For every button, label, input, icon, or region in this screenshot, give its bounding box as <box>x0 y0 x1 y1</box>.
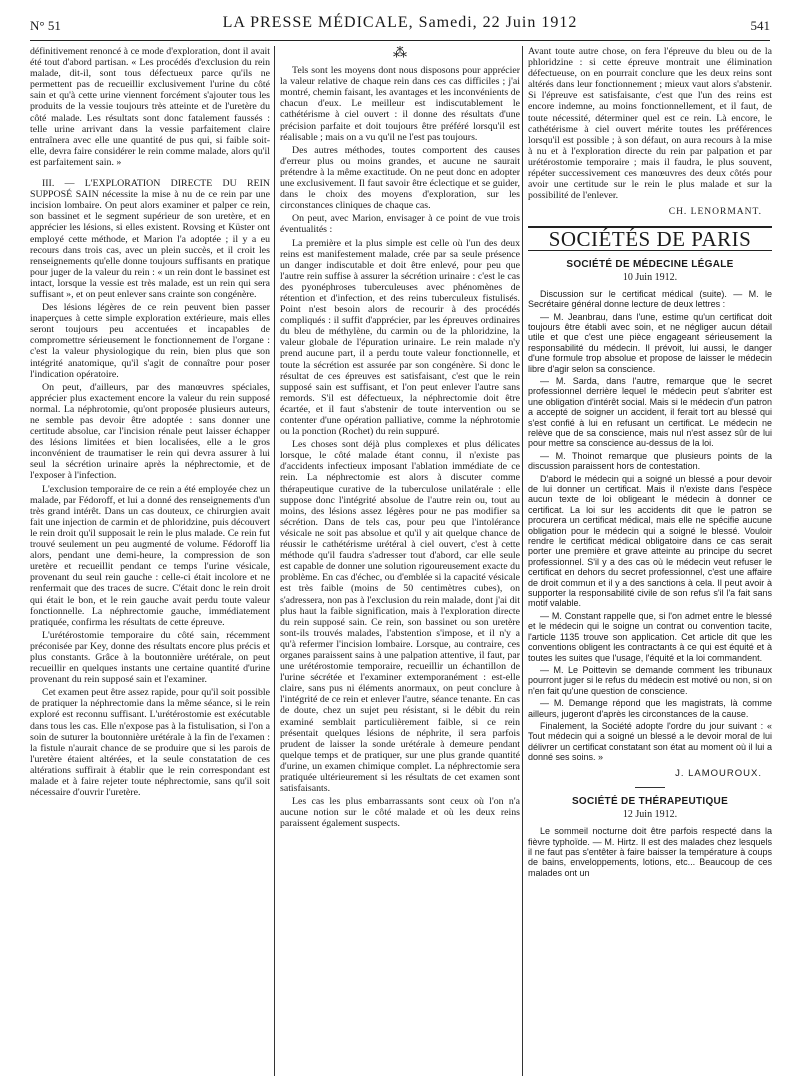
report-signature: J. LAMOUROUX. <box>675 767 762 779</box>
paragraph: On peut, avec Marion, envisager à ce point de vue trois éventualités : <box>280 213 520 236</box>
paragraph: Discussion sur le certificat médical (suite). — M. le Secrétaire général donne lecture de deux lettres : <box>528 288 772 310</box>
divider <box>635 787 665 788</box>
paragraph: Des lésions légères de ce rein peuvent bien passer inaperçues à cette simple exploration extérieure, mais elles seront toujours peu accentuées et incapables de compromettre sérieusement le fonctionnement de l'organe : c'est la valeur physiologique du rein, bien plus que son intégrité anatomique, qu'il s'agit de connaître pour poser l'indication opératoire. <box>30 302 270 380</box>
paragraph: Avant toute autre chose, on fera l'épreuve du bleu ou de la phloridzine : si cette épreuve montrait une élimination défectueuse, on en pourrait conclure que les deux reins sont altérés dans leur fonctionnement ; mieux vaut alors s'abstenir. Si l'épreuve est satisfaisante, c'est que l'un des reins est encore indemne, au moins fonctionnellement, et il faut, de toute nécessité, déterminer quel est ce rein. Là encore, le cathétérisme à ciel ouvert mérite toutes les préférences lorsqu'il est possible ; à son défaut, on aura recours à la mise à nu et à l'exploration directe du rein par palpation et par urétérostomie temporaire ; mais il faudra, le plus souvent, répéter successivement ces manœuvres des deux côtés pour avoir une certitude sur le rein le plus malade et sur la possibilité de l'enlever. <box>528 46 772 202</box>
paragraph: Tels sont les moyens dont nous disposons pour apprécier la valeur relative de chaque rein dans ces cas difficiles ; j'ai montré, chemin faisant, les avantages et les inconvénients de chacun d'eux. Le meilleur est indiscutablement le cathétérisme à ciel ouvert : il donne des résultats d'une précision parfaite et doit toujours être préféré lorsqu'il est réalisable ; mais on a vu qu'il ne l'est pas toujours. <box>280 65 520 143</box>
section-title: SOCIÉTÉS DE PARIS <box>528 226 772 250</box>
page-header <box>30 14 770 36</box>
journal-title: LA PRESSE MÉDICALE, Samedi, 22 Juin 1912 <box>222 14 578 31</box>
paragraph: définitivement renoncé à ce mode d'exploration, dont il avait été tout d'abord partisan. « Les procédés d'exclusion du rein malade, dit-il, sont tous défectueux parce qu'ils ne permettent pas de recueillir exclusivement l'urine du côté sain et qu'à cette urine viennent forcément s'ajouter tous les produits de la vessie toujours très atteinte et de l'uretère du côté malade. Les résultats sont donc fatalement faussés : telle urine arrivant dans la vessie parfaitement claire entraînera avec elle une quantité de pus qui, si faible soit-elle, devra faire considérer le rein comme malade, alors qu'il est parfaitement sain. » <box>30 46 270 168</box>
paragraph: On peut, d'ailleurs, par des manœuvres spéciales, apprécier plus exactement encore la valeur du rein supposé normal. La néphrotomie, qu'ont proposée plusieurs auteurs, ne semble pas devoir être adoptée : sans donner une certitude absolue, car l'incision rénale peut laisser échapper des lésions limitées et bien localisées, elle a le gros inconvénient de traumatiser le rein qui devra assurer à lui seul la sécrétion urinaire après la néphrectomie, et de l'exposer à l'infection. <box>30 381 270 482</box>
paragraph: Les cas les plus embarrassants sont ceux où l'on n'a aucune notion sur le côté malade et où les deux reins paraissent également suspects. <box>280 796 520 830</box>
paragraph: — M. Sarda, dans l'autre, remarque que le secret professionnel derrière lequel le médecin peut s'abriter est une obligation d'intérêt social. Mais si le médecin d'un patron a accepté de soigner un accident, il ferait tort au blessé qui s'est confié à lui en refusant un certificat. Le médecin ne relève que de sa conscience, mais nul n'est assez sûr de lui pour mettre sa conscience au-dessus de la loi. <box>528 375 772 449</box>
paragraph: — M. Thoinot remarque que plusieurs points de la discussion paraissent hors de contestation. <box>528 450 772 472</box>
author-signature: CH. LENORMANT. <box>668 207 762 218</box>
paragraph: La première et la plus simple est celle où l'un des deux reins est manifestement malade, crée par sa seule présence un danger indiscutable et doit être enlevé, pour peu que l'autre rein suffise à assurer la sécrétion urinaire : c'est le cas des pyonéphroses tuberculeuses avec phénomènes de rétention et d'infection, et des reins tuberculeux fistulisés. Point n'est besoin alors de recourir à des procédés compliqués : il suffit d'apprécier, par les épreuves ordinaires du bleu de méthylène, du carmin ou de la phloridzine, la valeur globale de l'épuration urinaire. Le rein malade n'y prend aucune part, il a perdu toute valeur fonctionnelle, et toute la sécrétion est assurée par son congénère. Si donc le résultat de ces épreuves est satisfaisant, c'est que le rein supposé sain est suffisant, et l'on peut enlever l'autre sans remords. S'il est défectueux, la néphrectomie doit être écartée, et il faut s'abstenir de toute intervention ou se contenter d'une opération palliative, comme la néphrotomie ou la ponction (Rochet) du rein suppuré. <box>280 237 520 438</box>
paragraph: Les choses sont déjà plus complexes et plus délicates lorsque, le côté malade étant connu, il n'existe pas d'accidents infectieux imposant l'ablation immédiate de ce rein. La néphrectomie est alors à discuter comme thérapeutique curative de la tuberculose unilatérale : elle suppose donc l'intégrité absolue de l'autre rein ou, tout au moins, des lésions assez légères pour ne pas modifier sa sécrétion. Dans de tels cas, pour peu que l'intolérance vésicale ne soit pas absolue et qu'il y ait quelque chance de réussir le cathétérisme urétéral à ciel ouvert, c'est à cette méthode qu'il faudra s'adresser tout d'abord, car elle seule est capable de donner une solution rigoureusement exacte du problème. En cas d'échec, ou d'emblée si la capacité vésicale est très faible (moins de 50 centimètres cubes), on s'adressera, non pas à l'exclusion du rein malade, dont j'ai dit plus haut la faible signification, mais à l'exploration directe du rein supposé sain. Ce rein, son bassinet ou son uretère sont-ils trouvés malades, l'abstention s'impose, et il n'y a qu'à refermer l'incision lombaire. Lorsque, au contraire, ces organes paraissent sains à une palpation attentive, il faut, par une urétérostomie temporaire, recueillir un échantillon de l'urine sécrétée et l'examiner extemporanément : est-elle claire, sans pus ni éléments anormaux, on peut conclure à l'intégrité de ce rein et enlever l'autre, séance tenante. En cas de doute, chez un sujet peu résistant, si le débit du rein examiné semblait particulièrement faible, si ce rein présentait quelques lésions de néphrite, il sera parfois prudent de laisser la sonde urétérale à demeure pendant quelque temps et de pratiquer, sur une plus grande quantité d'urine, un examen chimique complet. La néphrectomie sera pratiquée ultérieurement si les résultats de cet examen sont satisfaisants. <box>280 439 520 795</box>
paragraph: — M. Demange répond que les magistrats, là comme ailleurs, jugeront d'après les circonstances de la cause. <box>528 698 772 719</box>
society-title: SOCIÉTÉ DE THÉRAPEUTIQUE <box>571 795 729 807</box>
paragraph: Cet examen peut être assez rapide, pour qu'il soit possible de pratiquer la néphrectomie dans la même séance, si le rein exploré est reconnu suffisant. L'urétérostomie est exécutable dans tous les cas. Elle n'expose pas à la fistulisation, si l'on a soin de suturer la boutonnière urétérale à la fin de l'examen : la fistule n'aurait chance de se produire que si les parois de l'uretère étaient altérées, et la seule constatation de ces altérations suffirait à établir que le rein correspondant est malade et à faire rejeter toute néphrectomie, sans qu'il soit nécessaire d'ouvrir l'uretère. <box>30 687 270 799</box>
column-3 <box>528 46 772 1076</box>
paragraph: — M. Constant rappelle que, si l'on admet entre le blessé et le médecin qui le soigne un contrat ou convention tacite, l'article 1135 trouve son application. Cet article dit que les conventions obligent les contractants à ce qui est équité et à toutes les suites que l'usage, l'équité et la loi commandent. <box>528 610 772 663</box>
paragraph: Finalement, la Société adopte l'ordre du jour suivant : « Tout médecin qui a soigné un blessé a le devoir moral de lui délivrer un certificat constatant son état au moment où il lui a donné ses soins. » <box>528 720 772 763</box>
column-divider <box>274 46 275 1076</box>
section-separator-stars: ⁂ <box>393 46 407 61</box>
column-divider <box>522 46 523 1076</box>
paragraph: D'abord le médecin qui a soigné un blessé a pour devoir de lui donner un certificat. Mais il n'existe dans l'espèce aucun texte de loi obligeant le médecin à donner ce certificat. La loi sur les accidents dit que le patron se procurera un certificat médical, mais elle ne spécifie aucune obligation pour le médecin qui a soigné le blessé. Vouloir rendre le certificat médical obligatoire dans ce cas serait porter une première et grave atteinte au principe du secret professionnel. S'il y a des cas où le médecin veut refuser le certificat en dehors du secret professionnel, c'est une affaire de droit commun et il y a des sanctions à cela. Il peut avoir à supporter la responsabilité civile de son refus s'il l'a fait sans motif valable. <box>528 473 772 609</box>
paragraph: — M. Jeanbrau, dans l'une, estime qu'un certificat doit toujours être établi avec soin, et ne négliger aucun détail utile et que c'est une pièce engageant sérieusement la responsabilité du médecin. Il prévoit, lui aussi, le danger d'une formule trop absolue et propose de laisser le médecin libre d'agir selon sa conscience. <box>528 311 772 374</box>
paragraph: L'exclusion temporaire de ce rein a été employée chez un malade, par Fédoroff, et lui a donné des renseignements d'un très grand intérêt. Dans un cas douteux, ce chirurgien avait fait une injection de carmin et de phloridzine, puis découvert le rein droit qu'il supposait le rein le plus malade. Ce rein fut trouvé seulement un peu augmenté de volume. Fédoroff lia alors, pendant une demi-heure, la compression de son uretère et recueillit pendant ce temps l'urine vésicale, provenant du seul rein gauche : celle-ci était incolore et ne renfermait que des traces de sucre. C'était donc le rein droit qui était le bon, et le rein gauche avait perdu toute valeur fonctionnelle. La néphrectomie gauche, immédiatement pratiquée, confirma les résultats de cette épreuve. <box>30 483 270 628</box>
society-title: SOCIÉTÉ DE MÉDECINE LÉGALE <box>566 258 734 270</box>
paragraph: — M. Le Poittevin se demande comment les tribunaux pourront juger si le refus du médecin est motivé ou non, si on n'en fait qu'une question de conscience. <box>528 664 772 696</box>
paragraph: III. — L'EXPLORATION DIRECTE DU REIN SUPPOSÉ SAIN nécessite la mise à nu de ce rein par une incision lombaire. On peut alors examiner et palper ce rein, son bassinet et le segment supérieur de son uretère, et en apprécier les lésions, si elles existent. Rovsing et Küster ont employé cette méthode, et Marion l'a adoptée ; il y a eu recours dans trois cas, avec un plein succès, et il croit les renseignements qu'elle donne toujours suffisants en pratique pour juger de la valeur du rein : « un rein dont le bassinet est intact, lorsque la vessie est très malade, est un rein qui sera suffisant », et on peut enlever sans crainte son congénère. <box>30 178 270 300</box>
page-number: 541 <box>750 18 770 33</box>
header-rule <box>30 40 770 41</box>
society-report <box>528 826 772 878</box>
society-report <box>528 289 772 779</box>
issue-number: N° 51 <box>30 18 61 33</box>
column-2 <box>280 46 520 1076</box>
session-date: 12 Juin 1912. <box>622 809 678 821</box>
paragraph: Des autres méthodes, toutes comportent des causes d'erreur plus ou moins grandes, et aucune ne saurait prétendre à la même exactitude. On ne peut donc en adopter une exclusivement. Il faut savoir être éclectique et se guider, dans le choix des moyens d'exploration, sur les circonstances cliniques de chaque cas. <box>280 144 520 212</box>
column-1 <box>30 46 270 1076</box>
paragraph: L'urétérostomie temporaire du côté sain, récemment préconisée par Key, donne des résultats encore plus précis et plus constants. Grâce à la boutonnière urétérale, on peut recueillir en quelques instants une certaine quantité d'urine provenant du rein supposé sain et l'examiner. <box>30 629 270 686</box>
paragraph: Le sommeil nocturne doit être parfois respecté dans la fièvre typhoïde. — M. Hirtz. Il est des malades chez lesquels il ne faut pas s'entêter à faire baisser la température à coups de bains, enveloppements, lotions, etc... Beaucoup de ces malades ont un <box>528 826 772 878</box>
session-date: 10 Juin 1912. <box>622 271 678 283</box>
